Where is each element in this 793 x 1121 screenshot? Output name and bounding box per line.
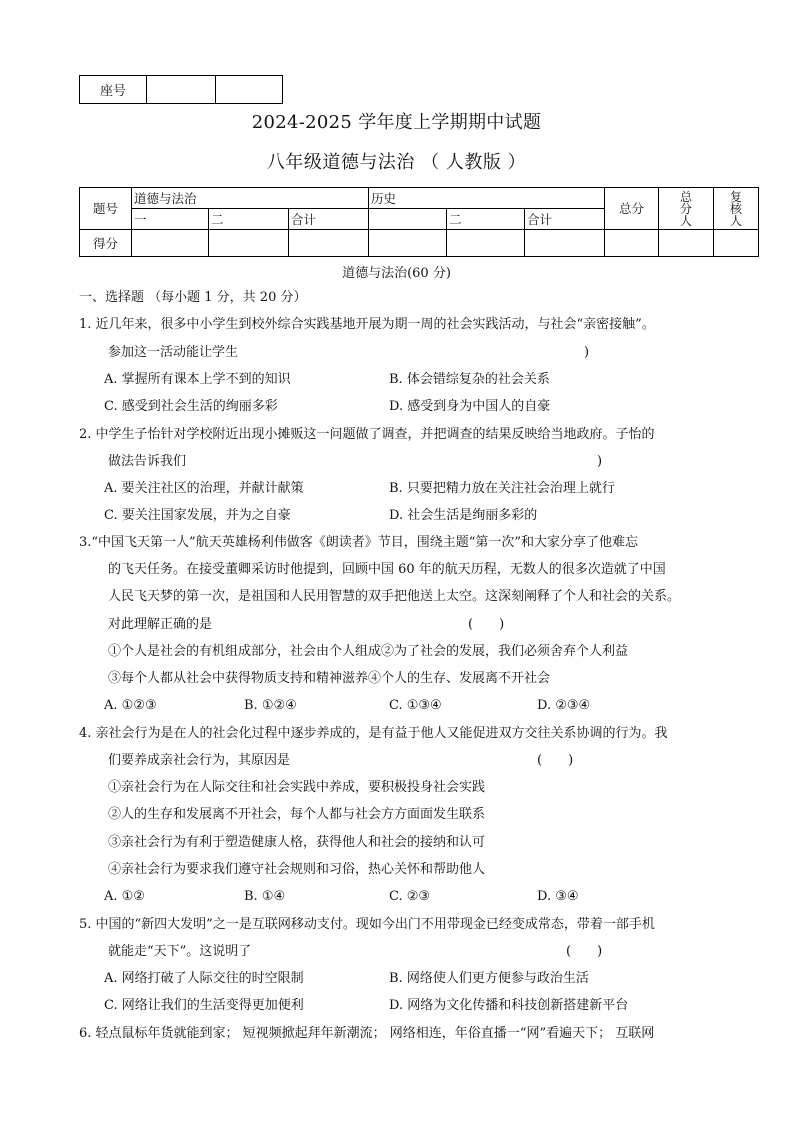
score-cell	[132, 230, 209, 257]
q4-statement-3: ③亲社会行为有利于塑造健康人格，获得他人和社会的接纳和认可	[108, 835, 486, 850]
q1-option-a: A. 掌握所有课本上学不到的知识	[104, 372, 291, 387]
q6-stem: 6. 轻点鼠标年货就能到家； 短视频掀起拜年新潮流； 网络相连，年俗直播一“网”看遍天下； 互联网	[79, 1026, 655, 1041]
score-cell	[714, 230, 759, 257]
score-table-lishi: 历史	[369, 188, 605, 209]
score-cell	[525, 230, 605, 257]
q1-option-b: B. 体会错综复杂的社会关系	[389, 372, 550, 387]
q4-statement-1: ①亲社会行为在人际交往和社会实践中养成，要积极投身社会实践	[108, 780, 486, 795]
score-table-lishi-heji: 合计	[525, 209, 605, 230]
q3-option-a: A. ①②③	[104, 698, 157, 713]
q5-stem-2: 就能走“天下”。这说明了	[108, 944, 252, 959]
q3-statement-1: ①个人是社会的有机组成部分，社会由个人组成②为了社会的发展，我们必须舍弃个人利益	[108, 644, 629, 659]
seat-cell-1	[147, 76, 216, 104]
section-title: 道德与法治(60 分)	[342, 266, 451, 281]
seat-label: 座号	[80, 76, 147, 104]
score-cell	[369, 230, 447, 257]
q2-option-c: C. 要关注国家发展，并为之自豪	[104, 508, 291, 523]
q4-stem-2: 们要养成亲社会行为，其原因是	[108, 753, 291, 768]
q3-stem: 3.“中国飞天第一人”航天英雄杨利伟做客《朗读者》节目，围绕主题“第一次”和大家分享了他难忘	[79, 535, 638, 550]
q2-option-d: D. 社会生活是绚丽多彩的	[389, 508, 538, 523]
q2-option-a: A. 要关注社区的治理，并献计献策	[104, 481, 304, 496]
q4-option-d: D. ③④	[537, 889, 579, 904]
score-table-lishi-yi	[369, 209, 447, 230]
q2-option-b: B. 只要把精力放在关注社会治理上就行	[389, 481, 615, 496]
q5-stem: 5. 中国的“新四大发明”之一是互联网移动支付。现如今出门不用带现金已经变成常态，带着一部手机	[79, 917, 655, 932]
q5-option-b: B. 网络使人们更方便参与政治生活	[389, 971, 589, 986]
q3-option-d: D. ②③④	[537, 698, 591, 713]
score-table-zongfen: 总分	[605, 188, 659, 230]
q5-option-a: A. 网络打破了人际交往的时空限制	[104, 971, 304, 986]
q1-stem-2: 参加这一活动能让学生	[108, 345, 239, 360]
part1-heading: 一、选择题 （每小题 1 分，共 20 分）	[79, 290, 307, 305]
exam-subtitle: 八年级道德与法治 （ 人教版 ）	[266, 152, 527, 173]
q4-statement-2: ②人的生存和发展离不开社会，每个人都与社会方方面面发生联系	[108, 807, 486, 822]
q1-stem: 1. 近几年来，很多中小学生到校外综合实践基地开展为期一周的社会实践活动，与社会“亲密接触”。	[79, 317, 655, 332]
score-table-fuheren: 复核人	[714, 188, 759, 230]
score-cell	[289, 230, 369, 257]
q3-stem-4: 对此理解正确的是	[108, 617, 213, 632]
q2-stem-2: 做法告诉我们	[108, 454, 187, 469]
q4-bracket: ( )	[537, 753, 574, 768]
q4-option-a: A. ①②	[104, 889, 145, 904]
q4-statement-4: ④亲社会行为要求我们遵守社会规则和习俗，热心关怀和帮助他人	[108, 862, 486, 877]
q1-bracket: )	[584, 345, 590, 360]
score-cell	[209, 230, 289, 257]
q1-option-c: C. 感受到社会生活的绚丽多彩	[104, 399, 278, 414]
q3-bracket: ( )	[468, 617, 505, 632]
q5-option-c: C. 网络让我们的生活变得更加便利	[104, 998, 304, 1013]
score-table-tihao: 题号	[80, 188, 132, 230]
q3-option-c: C. ①③④	[389, 698, 442, 713]
score-cell	[659, 230, 714, 257]
q4-option-c: C. ②③	[389, 889, 431, 904]
seat-cell-2	[216, 76, 283, 104]
q3-stem-2: 的飞天任务。在接受董卿采访时他提到，回顾中国 60 年的航天历程，无数人的很多次造就了中国	[108, 562, 666, 577]
q5-option-d: D. 网络为文化传播和科技创新搭建新平台	[389, 998, 629, 1013]
score-table-zongfenren: 总分人	[659, 188, 714, 230]
q1-option-d: D. 感受到身为中国人的自豪	[389, 399, 551, 414]
score-table-ddfz: 道德与法治	[132, 188, 369, 209]
q2-bracket: )	[597, 454, 603, 469]
q3-option-b: B. ①②④	[244, 698, 297, 713]
score-table-yi: 一	[132, 209, 209, 230]
score-table-heji: 合计	[289, 209, 369, 230]
q3-statement-2: ③每个人都从社会中获得物质支持和精神滋养④个人的生存、发展离不开社会	[108, 671, 551, 686]
score-cell	[447, 230, 525, 257]
seat-number-table	[79, 75, 283, 104]
score-table-defen: 得分	[80, 230, 132, 257]
q5-bracket: ( )	[566, 944, 603, 959]
score-table-er: 二	[209, 209, 289, 230]
q4-stem: 4. 亲社会行为是在人的社会化过程中逐步养成的，是有益于他人又能促进双方交往关系协调的行为。我	[79, 726, 668, 741]
q2-stem: 2. 中学生子怡针对学校附近出现小摊贩这一问题做了调查，并把调查的结果反映给当地政府。子怡的	[79, 427, 655, 442]
q4-option-b: B. ①④	[244, 889, 286, 904]
score-cell	[605, 230, 659, 257]
score-table	[79, 187, 759, 257]
exam-title: 2024-2025 学年度上学期期中试题	[251, 112, 542, 133]
score-table-lishi-er: 二	[447, 209, 525, 230]
q3-stem-3: 人民飞天梦的第一次，是祖国和人民用智慧的双手把他送上太空。这深刻阐释了个人和社会的关系。	[108, 589, 681, 604]
